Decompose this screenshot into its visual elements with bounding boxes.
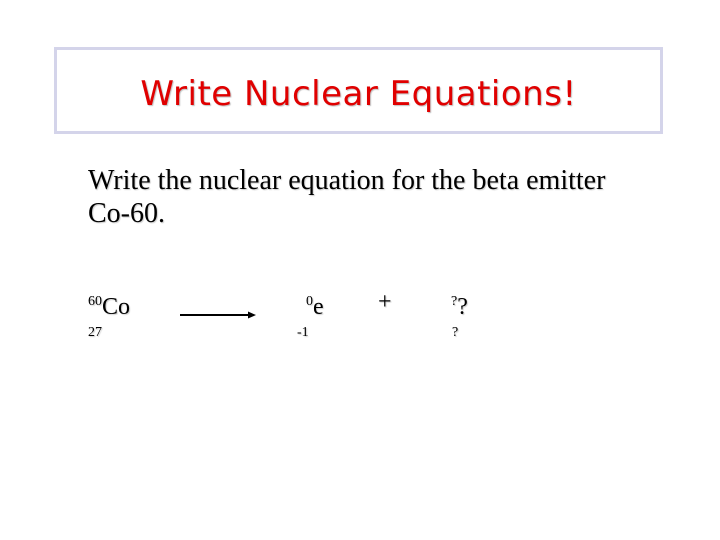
beta-atomic-number: -1 <box>297 325 309 340</box>
reactant-symbol-group <box>88 288 130 321</box>
beta-mass-number: 0 <box>306 294 313 309</box>
reaction-arrow-icon <box>180 311 256 319</box>
slide-title: Write Nuclear Equations! <box>140 74 577 114</box>
beta-particle-symbol-group <box>306 288 324 321</box>
beta-symbol: e <box>313 294 324 320</box>
reactant-element-symbol: Co <box>102 294 131 320</box>
unknown-mass-number: ? <box>451 294 458 309</box>
unknown-product-symbol-group <box>451 288 468 321</box>
title-box <box>54 47 663 134</box>
reactant-atomic-number: 27 <box>88 325 102 340</box>
plus-sign: + <box>378 289 392 315</box>
unknown-element-symbol: ? <box>457 294 468 320</box>
reactant-mass-number: 60 <box>88 294 102 309</box>
question-text: Write the nuclear equation for the beta emitter Co-60. <box>88 165 606 229</box>
unknown-atomic-number: ? <box>452 325 459 340</box>
